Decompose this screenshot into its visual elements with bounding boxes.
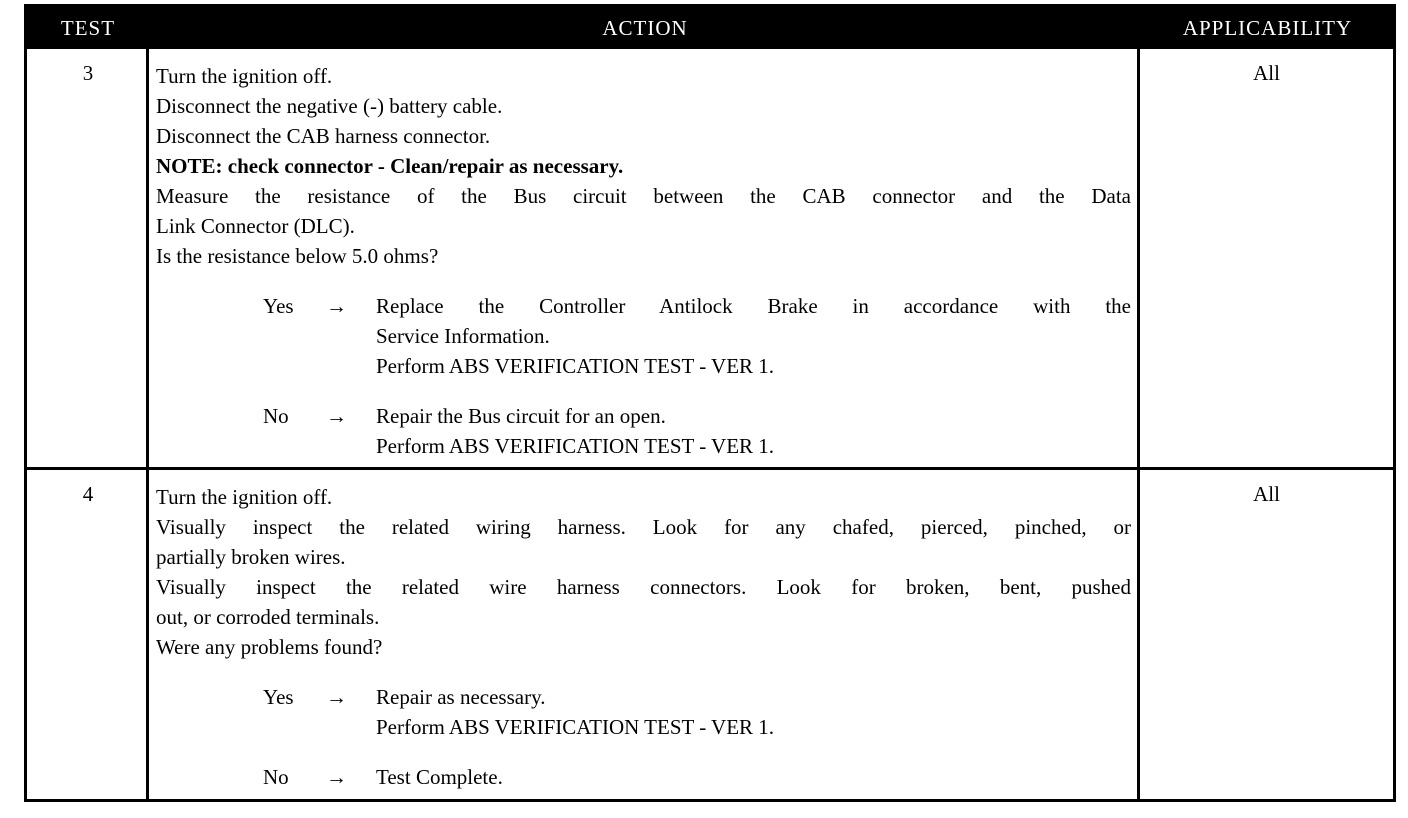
action-question: Is the resistance below 5.0 ohms? [156,244,439,268]
result-text [376,682,1131,742]
action-step: Disconnect the CAB harness connector. [156,124,491,148]
result-line: Repair as necessary. [376,685,546,709]
result-line: Replace the Controller Antilock Brake in accordance with the [376,294,1131,318]
result-text [376,291,1131,381]
table-row [27,49,1393,467]
result-line: Service Information. [376,324,550,348]
action-step: Visually inspect the related wire harness connectors. Look for broken, bent, pushed [156,575,1131,599]
result-line: Test Complete. [376,765,503,789]
arrow-right-icon: → [326,685,347,709]
result-no [156,762,1131,792]
header-applicability: APPLICABILITY [1182,16,1353,40]
result-label: No [263,765,289,789]
table-row [27,470,1393,799]
applicability-value: All [1253,61,1280,85]
result-line: Perform ABS VERIFICATION TEST - VER 1. [376,715,775,739]
result-label: No [263,404,289,428]
arrow-right-icon: → [326,404,347,428]
result-no [156,401,1131,461]
action-step: out, or corroded terminals. [156,605,380,629]
action-note: NOTE: check connector - Clean/repair as necessary. [156,154,624,178]
result-text [376,762,1131,792]
arrow-right-icon: → [326,294,347,318]
action-cell [156,482,1131,792]
result-line: Perform ABS VERIFICATION TEST - VER 1. [376,434,775,458]
result-text [376,401,1131,461]
action-step: Visually inspect the related wiring harness. Look for any chafed, pierced, pinched, or [156,515,1131,539]
header-test: TEST [60,16,116,40]
test-number: 4 [82,482,94,506]
test-number: 3 [82,61,94,85]
action-step: Disconnect the negative (-) battery cable. [156,94,503,118]
result-label: Yes [263,294,294,318]
action-step: Turn the ignition off. [156,485,333,509]
procedure-table [24,4,1396,802]
action-cell [156,61,1131,461]
result-yes [156,682,1131,742]
applicability-value: All [1253,482,1280,506]
action-step: Measure the resistance of the Bus circuit between the CAB connector and the Data [156,184,1131,208]
action-step: Turn the ignition off. [156,64,333,88]
result-line: Perform ABS VERIFICATION TEST - VER 1. [376,354,775,378]
action-step: Link Connector (DLC). [156,214,355,238]
header-action: ACTION [602,16,688,40]
arrow-right-icon: → [326,765,347,789]
action-step: partially broken wires. [156,545,346,569]
result-label: Yes [263,685,294,709]
result-line: Repair the Bus circuit for an open. [376,404,666,428]
result-yes [156,291,1131,381]
action-question: Were any problems found? [156,635,383,659]
table-header [27,7,1393,49]
